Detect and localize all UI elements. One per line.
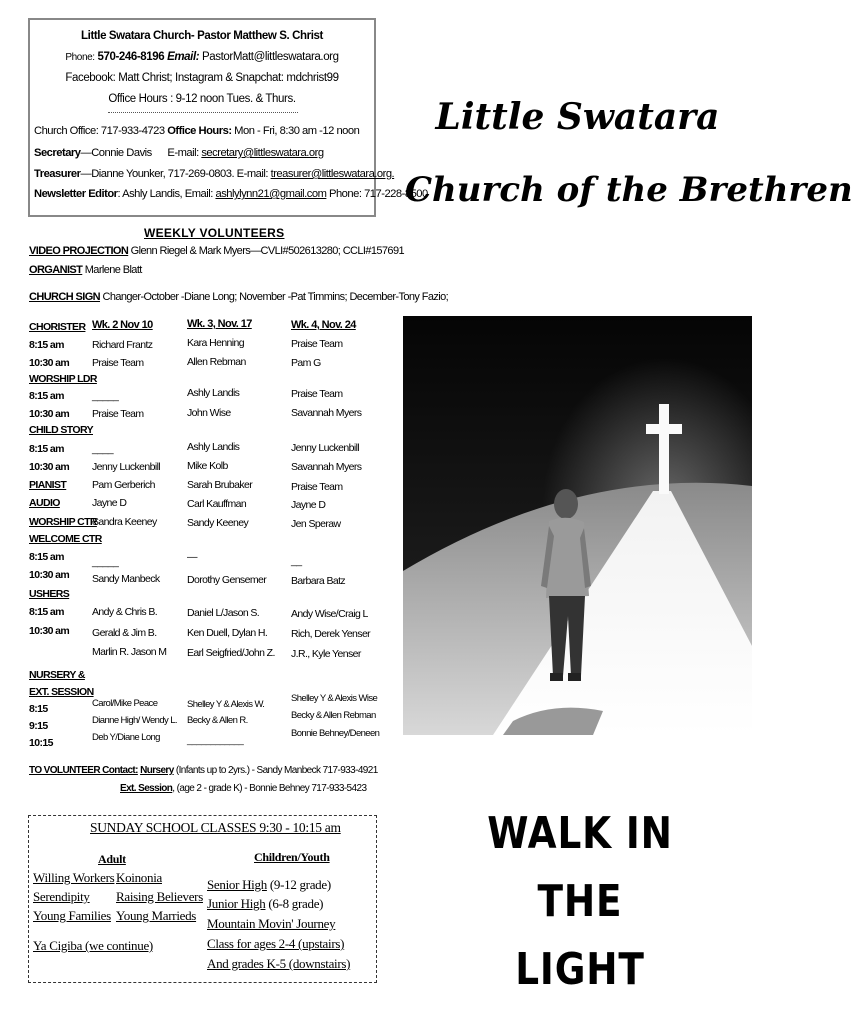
- cell: Pam G: [291, 357, 321, 369]
- cell: Marlin R. Jason M: [92, 646, 167, 658]
- children-class-link[interactable]: Junior High: [207, 896, 266, 911]
- church-title-line1: Little Swatara: [435, 96, 720, 138]
- cell: Jayne D: [291, 499, 326, 511]
- adult-class-link[interactable]: Serendipity: [33, 889, 90, 904]
- adult-class-link[interactable]: Ya Cigiba (we continue): [33, 938, 153, 953]
- office-hours-line: Office Hours : 9-12 noon Tues. & Thurs.: [108, 93, 296, 105]
- ext-session-label: EXT. SESSION: [29, 686, 94, 698]
- ushers-label: USHERS: [29, 588, 70, 600]
- time-label: 8:15 am: [29, 443, 64, 455]
- cell: John Wise: [187, 407, 231, 419]
- chorister-label: CHORISTER: [29, 321, 86, 333]
- time-label: 8:15 am: [29, 551, 64, 563]
- pastor-line: Little Swatara Church- Pastor Matthew S. Christ: [81, 30, 323, 42]
- treasurer-line: Treasurer—Dianne Younker, 717-269-0803. E-mail: treasurer@littleswatara.org.: [34, 168, 395, 180]
- cell: ____________: [187, 735, 244, 746]
- child-story-label: CHILD STORY: [29, 424, 93, 436]
- newsletter-email-link[interactable]: ashlylynn21@gmail.com: [215, 188, 327, 200]
- time-label: 10:15: [29, 737, 53, 749]
- walking-to-cross-photo: [403, 316, 752, 735]
- cell: Dorothy Gensemer: [187, 574, 267, 586]
- cell: Bonnie Behney/Deneen: [291, 728, 380, 739]
- cell: _____: [92, 556, 119, 568]
- children-class-link[interactable]: Mountain Movin' Journey: [207, 916, 336, 931]
- sunday-school-title: SUNDAY SCHOOL CLASSES 9:30 - 10:15 am: [90, 820, 341, 835]
- organist-line: ORGANIST Marlene Blatt: [29, 264, 142, 276]
- pastor-email-link[interactable]: PastorMatt@littleswatara.org: [202, 51, 339, 63]
- children-class-link[interactable]: Senior High: [207, 877, 267, 892]
- cell: Mike Kolb: [187, 460, 228, 472]
- adult-class-link[interactable]: Young Families: [33, 908, 111, 923]
- adult-class-link[interactable]: Young Marrieds: [116, 908, 197, 923]
- cell: Praise Team: [291, 388, 343, 400]
- cell: Shelley Y & Alexis W.: [187, 699, 265, 710]
- time-label: 10:30 am: [29, 408, 70, 420]
- cell: Ashly Landis: [187, 441, 240, 453]
- cell: Savannah Myers: [291, 461, 362, 473]
- worship-leader-label: WORSHIP LDR: [29, 373, 97, 385]
- cell: Pam Gerberich: [92, 479, 155, 491]
- cell: Jenny Luckenbill: [291, 442, 360, 454]
- children-class-item: Senior High (9-12 grade): [207, 877, 331, 892]
- cell: Becky & Allen R.: [187, 715, 248, 726]
- volunteer-contact-ext: Ext. Session, (age 2 - grade K) - Bonnie Behney 717-933-5423: [120, 783, 367, 794]
- treasurer-email-link[interactable]: treasurer@littleswatara.org.: [270, 168, 395, 180]
- time-label: 8:15 am: [29, 390, 64, 402]
- cell: Earl Seigfried/John Z.: [187, 647, 275, 659]
- adult-class-link[interactable]: Koinonia: [116, 870, 162, 885]
- week-header-4: Wk. 4, Nov. 24: [291, 319, 356, 331]
- time-label: 8:15 am: [29, 606, 64, 618]
- worship-center-label: WORSHIP CTR: [29, 516, 97, 528]
- contact-box: [28, 18, 428, 217]
- cell: Sarah Brubaker: [187, 479, 253, 491]
- cell: Praise Team: [92, 357, 144, 369]
- time-label: 8:15: [29, 703, 48, 715]
- cell: ____: [92, 443, 113, 455]
- cell: Ken Duell, Dylan H.: [187, 627, 268, 639]
- secretary-line: Secretary—Connie Davis E-mail: secretary@littleswatara.org: [34, 147, 324, 159]
- phone-line: Phone: 570-246-8196 Email: PastorMatt@littleswatara.org: [65, 51, 339, 63]
- volunteer-contact-nursery: TO VOLUNTEER Contact: Nursery (Infants up to 2yrs.) - Sandy Manbeck 717-933-4921: [29, 765, 378, 776]
- cell: Allen Rebman: [187, 356, 246, 368]
- cell: Carol/Mike Peace: [92, 698, 158, 709]
- cell: Carl Kauffman: [187, 498, 247, 510]
- cell: J.R., Kyle Yenser: [291, 648, 361, 660]
- cell: Richard Frantz: [92, 339, 153, 351]
- children-class-link[interactable]: Class for ages 2-4 (upstairs): [207, 936, 345, 951]
- time-label: 10:30 am: [29, 569, 70, 581]
- week-header-3: Wk. 3, Nov. 17: [187, 318, 252, 330]
- cell: _____: [92, 390, 119, 402]
- cell: Sandy Manbeck: [92, 573, 160, 585]
- cell: Praise Team: [291, 481, 343, 493]
- cell: Shelley Y & Alexis Wise: [291, 693, 378, 704]
- cell: Jayne D: [92, 497, 127, 509]
- adult-class-link[interactable]: Raising Believers: [116, 889, 203, 904]
- church-sign-line: CHURCH SIGN Changer-October -Diane Long; November -Pat Timmins; December-Tony Fazio;: [29, 291, 449, 303]
- cell: Sandra Keeney: [92, 516, 157, 528]
- pianist-label: PIANIST: [29, 479, 67, 491]
- time-label: 10:30 am: [29, 461, 70, 473]
- cell: Rich, Derek Yenser: [291, 628, 371, 640]
- church-title-line2: Church of the Brethren: [405, 170, 853, 210]
- video-projection-line: VIDEO PROJECTION Glenn Riegel & Mark Myers—CVLI#502613280; CCLI#157691: [29, 245, 404, 257]
- secretary-email-link[interactable]: secretary@littleswatara.org: [201, 147, 324, 159]
- walk-in-the-light-heading: WALK IN THE LIGHT: [487, 808, 673, 995]
- week-header-2: Wk. 2 Nov 10: [92, 319, 153, 331]
- church-office-line: Church Office: 717-933-4723 Office Hours: Mon - Fri, 8:30 am -12 noon: [34, 125, 360, 137]
- time-label: 9:15: [29, 720, 48, 732]
- adult-class-link[interactable]: Willing Workers: [33, 870, 115, 885]
- newsletter-line: Newsletter Editor: Ashly Landis, Email: ashlylynn21@gmail.com Phone: 717-228-8500: [34, 188, 428, 200]
- divider: [108, 112, 298, 113]
- cell: Andy Wise/Craig L: [291, 608, 368, 620]
- children-class-link[interactable]: And grades K-5 (downstairs): [207, 956, 351, 971]
- cell: Deb Y/Diane Long: [92, 732, 160, 743]
- cell: Ashly Landis: [187, 387, 240, 399]
- cell: Daniel L/Jason S.: [187, 607, 260, 619]
- social-line: Facebook: Matt Christ; Instagram & Snapchat: mdchrist99: [65, 72, 339, 84]
- cell: Gerald & Jim B.: [92, 627, 157, 639]
- cell: Praise Team: [291, 338, 343, 350]
- nursery-label: NURSERY &: [29, 669, 85, 681]
- audio-label: AUDIO: [29, 497, 60, 509]
- children-youth-label: Children/Youth: [254, 850, 330, 864]
- welcome-center-label: WELCOME CTR: [29, 533, 102, 545]
- weekly-volunteers-heading: WEEKLY VOLUNTEERS: [144, 226, 285, 240]
- time-label: 8:15 am: [29, 339, 64, 351]
- cell: __: [291, 555, 302, 567]
- cell: Barbara Batz: [291, 575, 346, 587]
- cell: Savannah Myers: [291, 407, 362, 419]
- time-label: 10:30 am: [29, 625, 70, 637]
- cell: Jen Speraw: [291, 518, 341, 530]
- children-class-item: Junior High (6-8 grade): [207, 896, 324, 911]
- cell: Jenny Luckenbill: [92, 461, 161, 473]
- adult-label: Adult: [98, 852, 126, 866]
- cell: Kara Henning: [187, 337, 245, 349]
- time-label: 10:30 am: [29, 357, 70, 369]
- cell: Becky & Allen Rebman: [291, 710, 376, 721]
- cell: Praise Team: [92, 408, 144, 420]
- cell: Andy & Chris B.: [92, 606, 158, 618]
- cell: —: [187, 551, 197, 563]
- cell: Sandy Keeney: [187, 517, 249, 529]
- cell: Dianne High/ Wendy L.: [92, 715, 177, 726]
